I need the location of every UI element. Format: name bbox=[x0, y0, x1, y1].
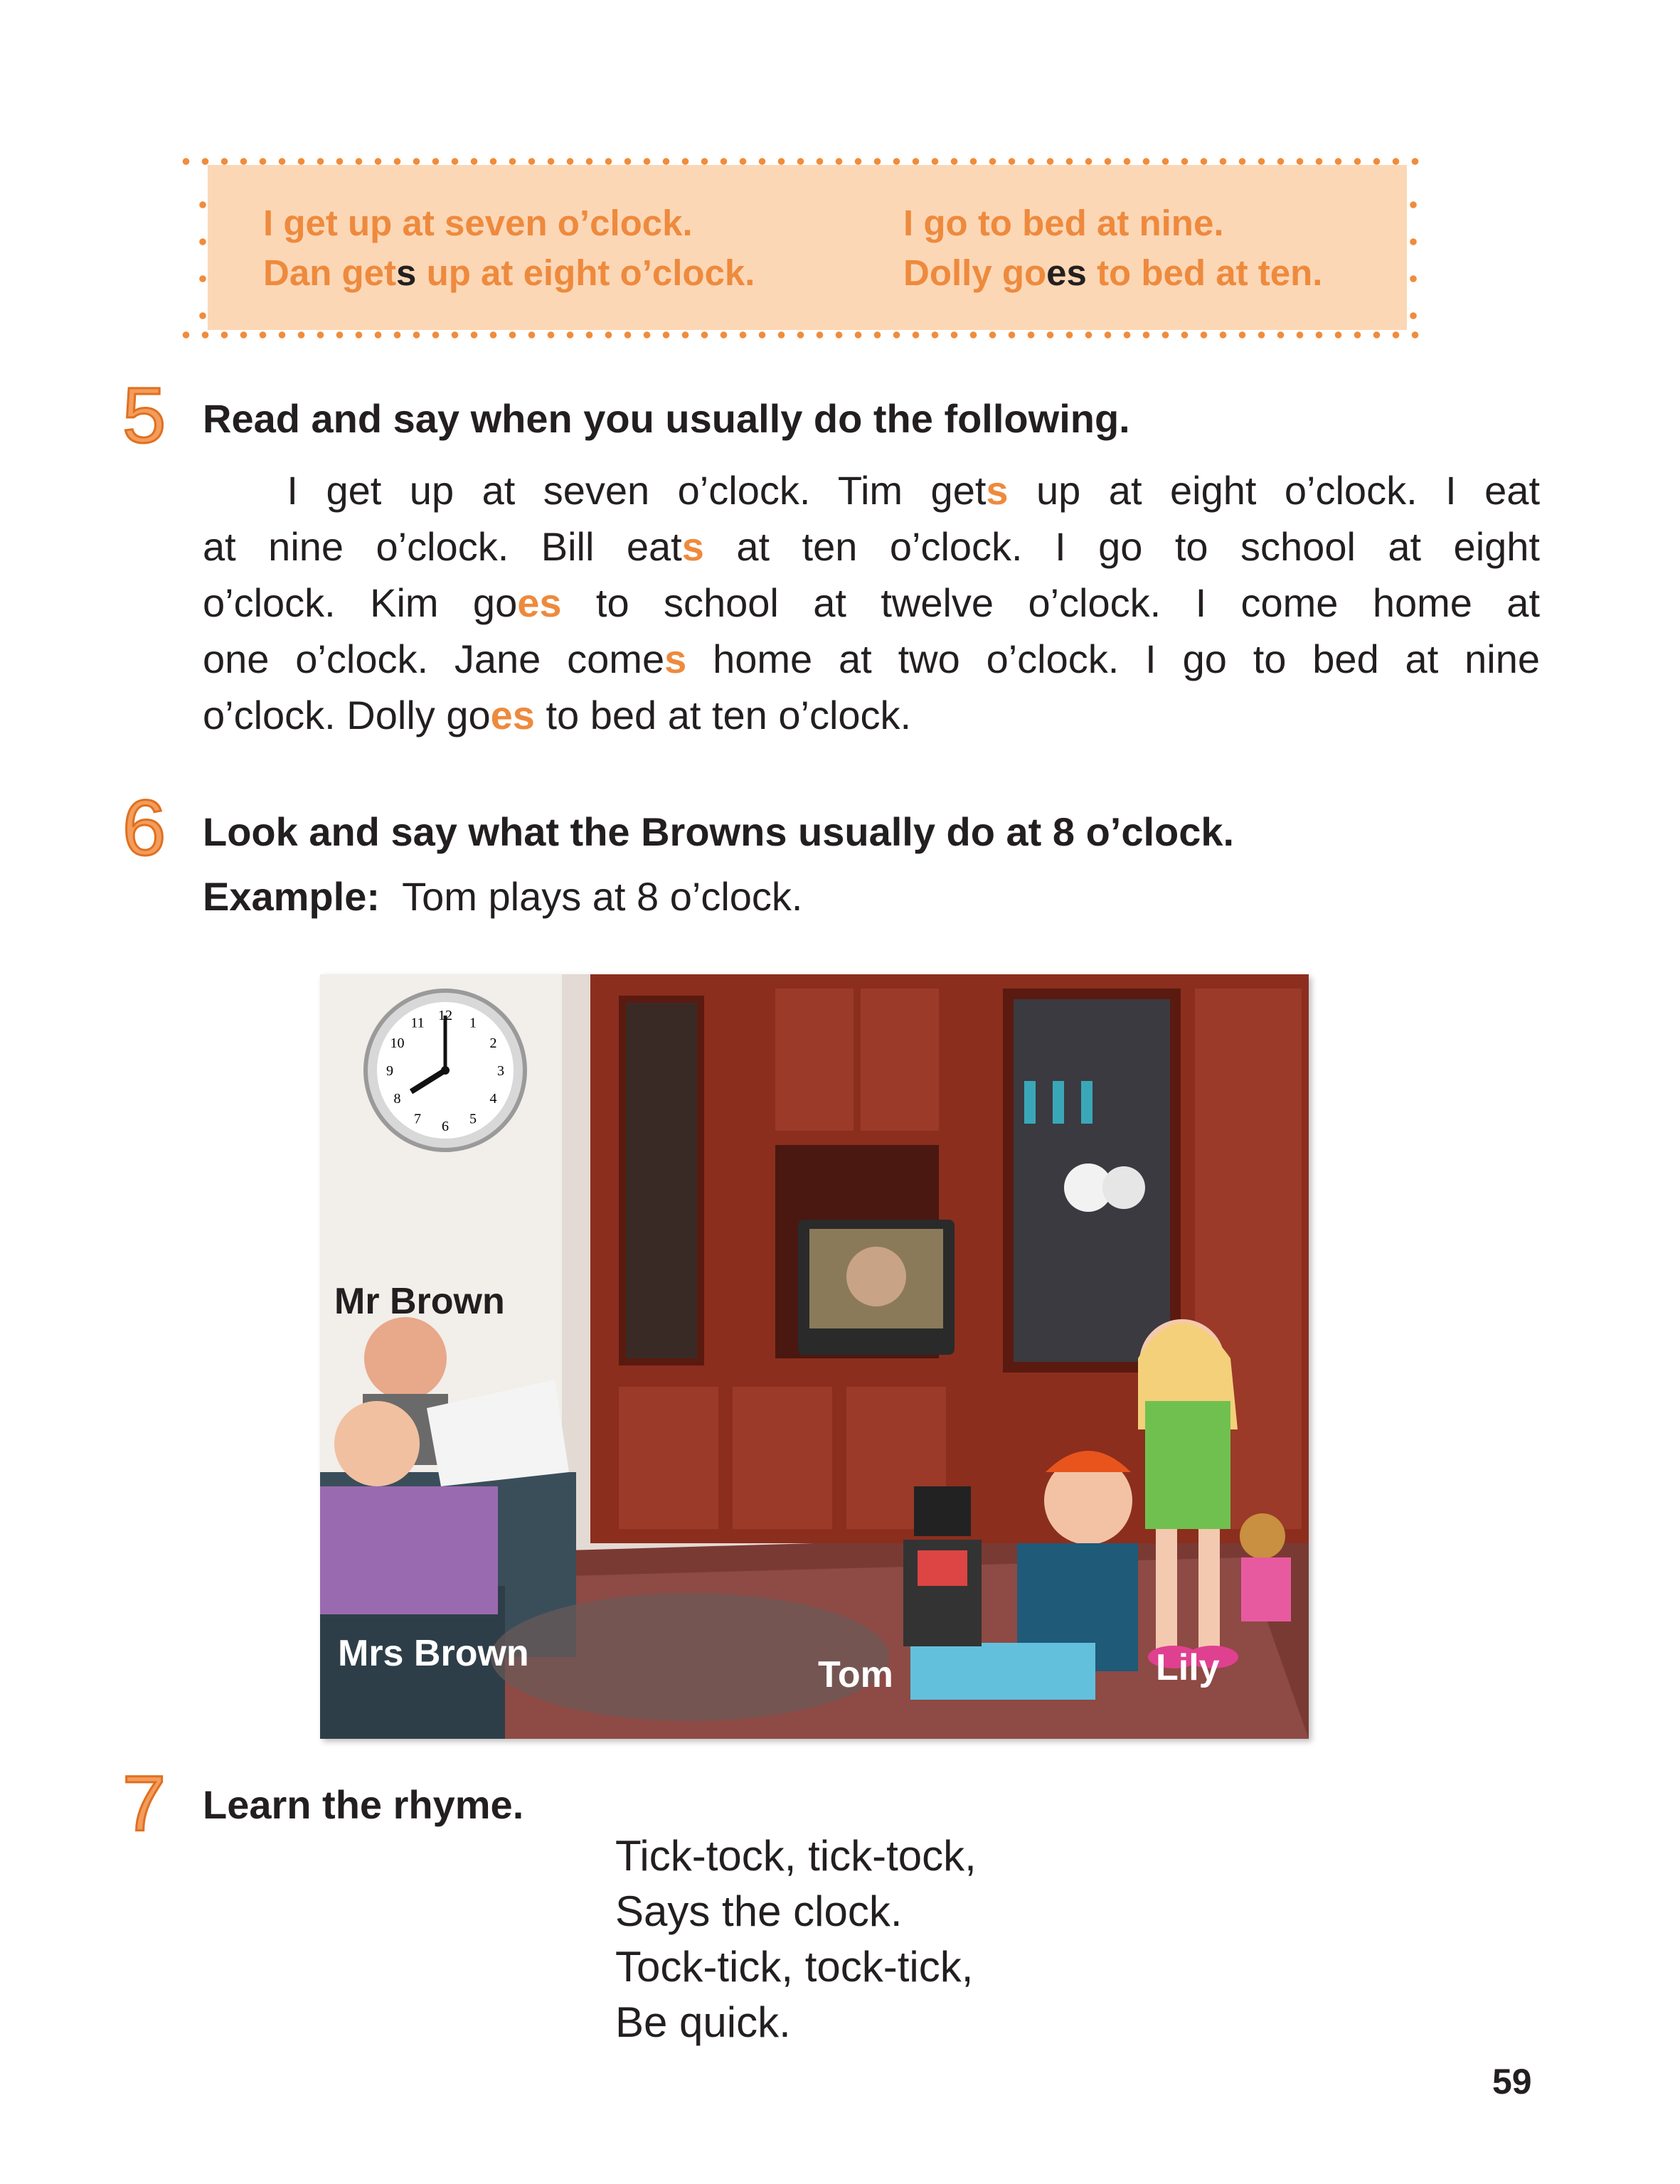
rhyme-line: Tick-tock, tick-tock, bbox=[615, 1832, 977, 1880]
example-label: Example: bbox=[203, 874, 380, 919]
exercise-title: Look and say what the Browns usually do at 8 o’clock. bbox=[203, 809, 1235, 854]
text-run: o’clock. Dolly go bbox=[203, 693, 491, 737]
paragraph-line bbox=[203, 462, 1540, 518]
exercise-title: Learn the rhyme. bbox=[203, 1782, 524, 1827]
label-mrs-brown: Mrs Brown bbox=[338, 1633, 529, 1674]
rhyme-line: Says the clock. bbox=[615, 1887, 903, 1935]
text-run: to bed at ten o’clock. bbox=[534, 693, 912, 737]
text-run: I go to bed at nine. bbox=[903, 203, 1224, 243]
rhyme-line: Tock-tick, tock-tick, bbox=[615, 1943, 974, 1991]
exercise-number: 5 bbox=[122, 372, 166, 459]
text-run: up at eight o’clock. bbox=[416, 252, 755, 293]
rhyme-line: Be quick. bbox=[615, 1998, 791, 2046]
highlighted-ending: s bbox=[986, 468, 1009, 513]
text-run: o’clock. Kim go bbox=[203, 580, 518, 625]
paragraph-line bbox=[203, 518, 1540, 575]
clock-numeral: 5 bbox=[469, 1111, 477, 1127]
grammar-line bbox=[903, 202, 1223, 244]
clock-numeral: 4 bbox=[489, 1091, 497, 1107]
highlighted-ending: es bbox=[1046, 252, 1087, 293]
text-run: Dolly go bbox=[903, 252, 1047, 293]
text-run: home at two o’clock. I go to bed at nine bbox=[686, 636, 1540, 681]
exercise-paragraph bbox=[203, 462, 1540, 743]
highlighted-ending: es bbox=[490, 693, 535, 737]
grammar-line bbox=[263, 202, 693, 244]
clock-numeral: 6 bbox=[442, 1119, 449, 1134]
clock-numeral: 12 bbox=[438, 1008, 452, 1023]
paragraph-line bbox=[203, 687, 1540, 743]
grammar-line bbox=[263, 252, 755, 294]
dotted-border-left bbox=[199, 186, 206, 323]
text-run: to bed at ten. bbox=[1086, 252, 1323, 293]
text-run: at nine o’clock. Bill eat bbox=[203, 524, 682, 569]
paragraph-line bbox=[203, 631, 1540, 687]
grammar-box bbox=[208, 165, 1407, 330]
dotted-border-bottom bbox=[176, 331, 1428, 339]
highlighted-ending: s bbox=[396, 252, 417, 293]
label-tom: Tom bbox=[818, 1654, 893, 1695]
clock-numeral: 2 bbox=[489, 1035, 497, 1051]
wall-clock bbox=[366, 991, 525, 1150]
grammar-line bbox=[903, 252, 1322, 294]
text-run: at ten o’clock. I go to school at eight bbox=[703, 524, 1540, 569]
exercise-number: 6 bbox=[122, 784, 166, 872]
highlighted-ending: s bbox=[664, 636, 687, 681]
label-lily: Lily bbox=[1156, 1647, 1220, 1688]
living-room-illustration bbox=[320, 974, 1309, 1739]
text-run: I get up at seven o’clock. bbox=[263, 203, 693, 243]
dotted-border-right bbox=[1410, 186, 1417, 323]
exercise-title: Read and say when you usually do the following. bbox=[203, 396, 1130, 441]
clock-numeral: 10 bbox=[390, 1035, 405, 1051]
clock-numeral: 3 bbox=[497, 1063, 504, 1079]
page-number: 59 bbox=[1492, 2062, 1532, 2102]
clock-numeral: 7 bbox=[414, 1111, 421, 1127]
example-line bbox=[203, 873, 802, 920]
text-run: Dan get bbox=[263, 252, 397, 293]
room-scene bbox=[320, 974, 1309, 1739]
highlighted-ending: s bbox=[681, 524, 704, 569]
label-mr-brown: Mr Brown bbox=[334, 1281, 505, 1322]
clock-numeral: 1 bbox=[469, 1015, 477, 1031]
text-run: I get up at seven o’clock. Tim get bbox=[203, 468, 987, 513]
dotted-border-top bbox=[176, 158, 1428, 165]
text-run: one o’clock. Jane come bbox=[203, 636, 665, 681]
example-text: Tom plays at 8 o’clock. bbox=[402, 874, 803, 919]
clock-numeral: 9 bbox=[386, 1063, 393, 1079]
clock-numeral: 11 bbox=[410, 1015, 425, 1031]
paragraph-line bbox=[203, 575, 1540, 631]
text-run: to school at twelve o’clock. I come home at bbox=[561, 580, 1540, 625]
clock-numeral: 8 bbox=[393, 1091, 401, 1107]
highlighted-ending: es bbox=[517, 580, 562, 625]
text-run: up at eight o’clock. I eat bbox=[1008, 468, 1540, 513]
exercise-number: 7 bbox=[122, 1760, 166, 1848]
